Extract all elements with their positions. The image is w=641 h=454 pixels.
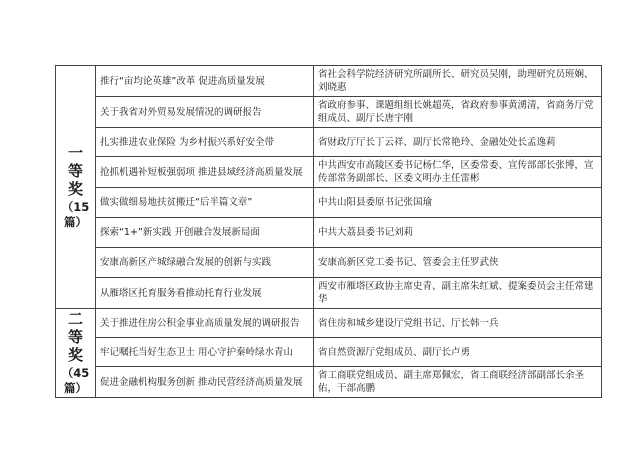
paper-title: 扎实推进农业保险 为乡村振兴系好安全带 xyxy=(96,128,314,157)
table-row xyxy=(56,248,602,278)
table-row xyxy=(56,188,602,218)
table-row xyxy=(56,128,602,157)
award-list-table xyxy=(55,65,602,398)
paper-title: 推行“亩均论英雄”改革 促进高质量发展 xyxy=(96,66,314,97)
paper-author: 省自然资源厅党组成员、副厅长卢勇 xyxy=(314,338,602,367)
award-name-char: 等 xyxy=(67,328,83,346)
award-name-char: 奖 xyxy=(67,346,83,364)
paper-title: 抢抓机遇补短板强弱项 推进县域经济高质量发展 xyxy=(96,157,314,188)
paper-author: 中共山阳县委原书记张国瑜 xyxy=(314,188,602,218)
table-row xyxy=(56,218,602,248)
award-name-char: 二 xyxy=(67,310,83,328)
award-name-char: 等 xyxy=(67,162,83,180)
paper-author: 安康高新区党工委书记、管委会主任罗武侠 xyxy=(314,248,602,278)
paper-title: 做实做细易地扶贫搬迁“后半篇文章” xyxy=(96,188,314,218)
award-name-char: 奖 xyxy=(67,180,83,198)
paper-author: 省工商联党组成员、副主席郑佩宏，省工商联经济部副部长余圣佑，干部高鹏 xyxy=(314,367,602,398)
award-count: （45 篇） xyxy=(61,366,90,395)
paper-author: 省住房和城乡建设厅党组书记、厅长韩一兵 xyxy=(314,309,602,338)
paper-title: 探索“1+”新实践 开创融合发展新局面 xyxy=(96,218,314,248)
table-row xyxy=(56,278,602,309)
paper-title: 从雁塔区托育服务看推动托育行业发展 xyxy=(96,278,314,309)
paper-author: 西安市雁塔区政协主席史青、副主席朱红斌、提案委员会主任常建华 xyxy=(314,278,602,309)
paper-title: 安康高新区产城绿融合发展的创新与实践 xyxy=(96,248,314,278)
table-row xyxy=(56,338,602,367)
table-row xyxy=(56,66,602,97)
paper-author: 省社会科学院经济研究所副所长、研究员吴刚，助理研究员班娴、刘晓惠 xyxy=(314,66,602,97)
paper-author: 省政府参事、课题组组长姚超英，省政府参事黄湧清，省商务厅党组成员、副厅长唐宇刚 xyxy=(314,97,602,128)
award-cell-first-prize xyxy=(56,66,96,309)
table-row xyxy=(56,309,602,338)
table-row xyxy=(56,157,602,188)
paper-title: 促进金融机构服务创新 推动民营经济高质量发展 xyxy=(96,367,314,398)
paper-title: 牢记嘱托当好生态卫士 用心守护秦岭绿水青山 xyxy=(96,338,314,367)
paper-title: 关于推进住房公积金事业高质量发展的调研报告 xyxy=(96,309,314,338)
table-row xyxy=(56,367,602,398)
paper-author: 省财政厅厅长丁云祥、副厅长常艳玲、金融处处长孟逸莉 xyxy=(314,128,602,157)
award-cell-second-prize xyxy=(56,309,96,398)
award-count: （15 篇） xyxy=(61,200,90,229)
paper-author: 中共大荔县委书记刘莉 xyxy=(314,218,602,248)
paper-title: 关于我省对外贸易发展情况的调研报告 xyxy=(96,97,314,128)
table-row xyxy=(56,97,602,128)
paper-author: 中共西安市高陵区委书记杨仁华，区委常委、宣传部部长张博，宣传部常务副部长、区委文明办主任雷彬 xyxy=(314,157,602,188)
award-name-char: 一 xyxy=(67,144,83,162)
